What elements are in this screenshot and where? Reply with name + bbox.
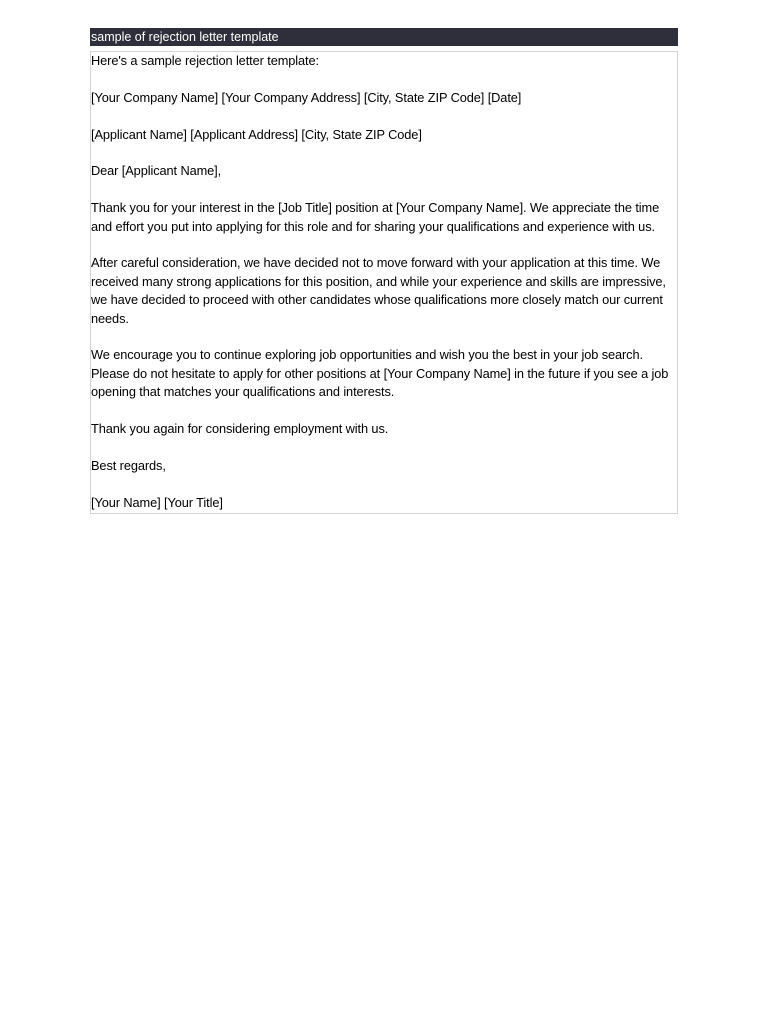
paragraph-encouragement: We encourage you to continue exploring job opportunities and wish you the best in your job search. Please do not hesitate to apply for other positions at [Your Company Name] in the future if you see a job opening that matches your qualifications and interests. <box>91 347 669 400</box>
document <box>90 28 678 514</box>
paragraph-decision: After careful consideration, we have decided not to move forward with your application at this time. We received many strong applications for this position, and while your experience and skills are impressive, we have decided to proceed with other candidates whose qualifications more closely match our current needs. <box>91 255 666 326</box>
salutation: Dear [Applicant Name], <box>91 163 222 179</box>
recipient-block: [Applicant Name] [Applicant Address] [City, State ZIP Code] <box>91 126 422 142</box>
spacer <box>91 438 677 456</box>
spacer <box>91 236 677 254</box>
spacer <box>91 475 677 493</box>
paragraph-thanks: Thank you for your interest in the [Job Title] position at [Your Company Name]. We appreciate the time and effort you put into applying for this role and for sharing your qualifications and experience with us. <box>91 200 660 234</box>
sender-block: [Your Company Name] [Your Company Address] [City, State ZIP Code] [Date] <box>91 89 522 105</box>
spacer <box>91 144 677 162</box>
signature: [Your Name] [Your Title] <box>91 494 223 510</box>
spacer <box>91 181 677 199</box>
signoff: Best regards, <box>91 457 166 473</box>
spacer <box>91 328 677 346</box>
spacer <box>91 107 677 125</box>
spacer <box>91 402 677 420</box>
letter-body <box>90 51 678 514</box>
document-title: sample of rejection letter template <box>90 28 678 46</box>
closing-thanks: Thank you again for considering employment with us. <box>91 421 389 437</box>
letter-intro: Here's a sample rejection letter template: <box>91 53 319 68</box>
spacer <box>91 70 677 88</box>
